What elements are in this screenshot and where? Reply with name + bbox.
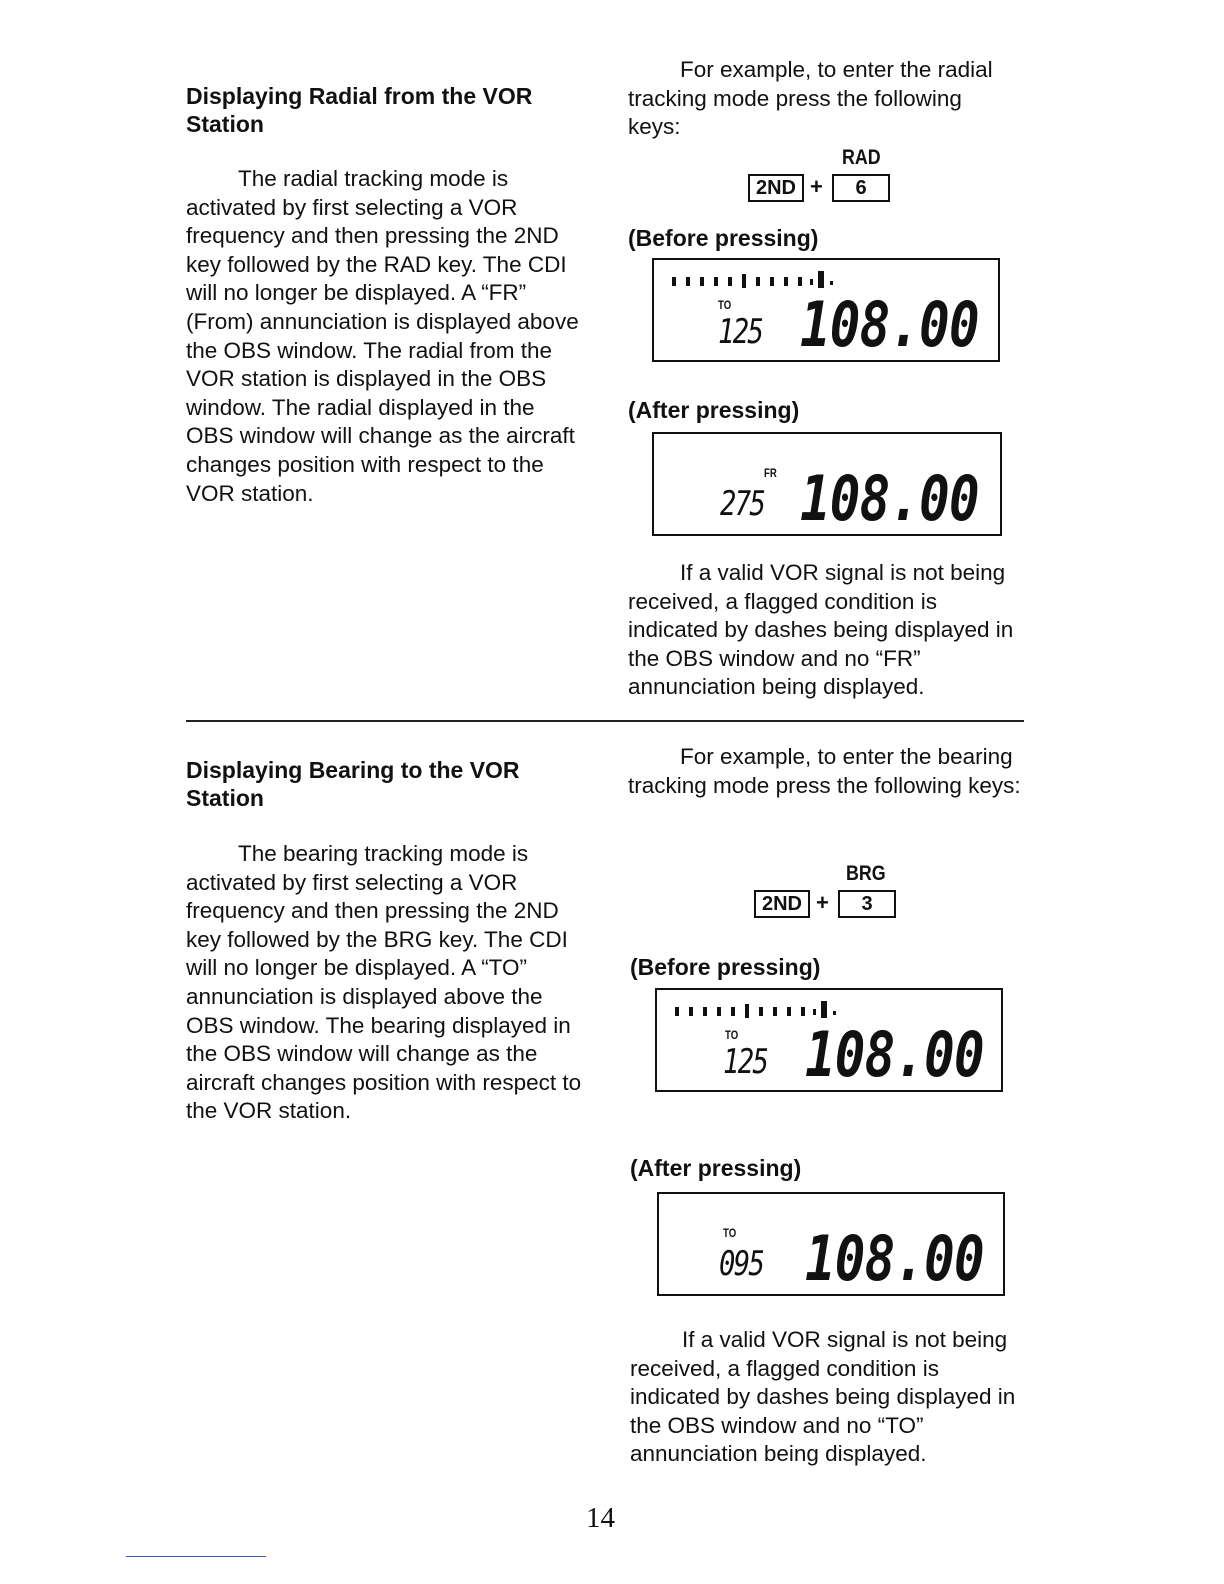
3-key: 3 bbox=[838, 890, 896, 918]
obs-window: 275 bbox=[720, 484, 765, 524]
radial-after-label: (After pressing) bbox=[628, 397, 800, 423]
section-divider bbox=[186, 720, 1024, 722]
cdi-scale-icon bbox=[670, 268, 860, 288]
brg-key-label: BRG bbox=[846, 862, 886, 885]
rad-key-label: RAD bbox=[842, 146, 881, 169]
frequency-readout: 108.00 bbox=[805, 1018, 984, 1091]
bearing-key-sequence bbox=[746, 862, 946, 922]
bearing-example-text: For example, to enter the bearing tracking mode press the following keys: bbox=[628, 744, 1021, 798]
plus-sign: + bbox=[810, 174, 823, 199]
bearing-after-lcd-display bbox=[657, 1192, 1005, 1296]
2nd-key: 2ND bbox=[754, 890, 810, 918]
obs-window: 125 bbox=[723, 1042, 768, 1082]
bearing-after-label: (After pressing) bbox=[630, 1155, 802, 1181]
to-annunciation: TO bbox=[723, 1226, 737, 1240]
radial-key-sequence bbox=[740, 146, 940, 206]
6-key: 6 bbox=[832, 174, 890, 202]
bearing-body-text: The bearing tracking mode is activated by first selecting a VOR frequency and then pressing the 2ND key followed by the BRG key. The CDI will no longer be displayed. A “TO” annunciation is displayed above the OBS window. The bearing displayed in the OBS window will change as the aircraft changes position with respect to the VOR station. bbox=[186, 841, 582, 1124]
frequency-readout: 108.00 bbox=[800, 462, 979, 535]
radial-after-lcd-display bbox=[652, 432, 1002, 536]
cdi-scale-icon bbox=[673, 998, 863, 1018]
bearing-before-lcd-display bbox=[655, 988, 1003, 1092]
to-annunciation: TO bbox=[718, 298, 732, 312]
bearing-before-label: (Before pressing) bbox=[630, 954, 821, 980]
radial-body-text: The radial tracking mode is activated by first selecting a VOR frequency and then pressing the 2ND key followed by the RAD key. The CDI will no longer be displayed. A “FR” (From) annunciation is displayed above the OBS window. The radial from the VOR station is displayed in the OBS window. The radial displayed in the OBS window will change as the aircraft changes position with respect to the VOR station. bbox=[186, 166, 579, 506]
obs-window: 095 bbox=[719, 1244, 764, 1284]
plus-sign: + bbox=[816, 890, 829, 915]
page-number: 14 bbox=[586, 1502, 615, 1534]
fr-annunciation: FR bbox=[764, 466, 777, 480]
bearing-heading: Displaying Bearing to the VOR Station bbox=[186, 757, 520, 811]
radial-flag-note: If a valid VOR signal is not being received, a flagged condition is indicated by dashes being displayed in the OBS window and no “FR” annunciation being displayed. bbox=[628, 560, 1014, 700]
bearing-flag-note: If a valid VOR signal is not being received, a flagged condition is indicated by dashes being displayed in the OBS window and no “TO” annunciation being displayed. bbox=[630, 1327, 1016, 1467]
to-annunciation: TO bbox=[725, 1028, 739, 1042]
frequency-readout: 108.00 bbox=[805, 1222, 984, 1295]
frequency-readout: 108.00 bbox=[800, 288, 979, 361]
radial-example-text: For example, to enter the radial tracking mode press the following keys: bbox=[628, 57, 993, 140]
2nd-key: 2ND bbox=[748, 174, 804, 202]
radial-heading: Displaying Radial from the VOR Station bbox=[186, 83, 533, 137]
radial-before-lcd-display bbox=[652, 258, 1000, 362]
obs-window: 125 bbox=[718, 312, 763, 352]
radial-before-label: (Before pressing) bbox=[628, 225, 819, 251]
footer-rule bbox=[126, 1556, 266, 1557]
